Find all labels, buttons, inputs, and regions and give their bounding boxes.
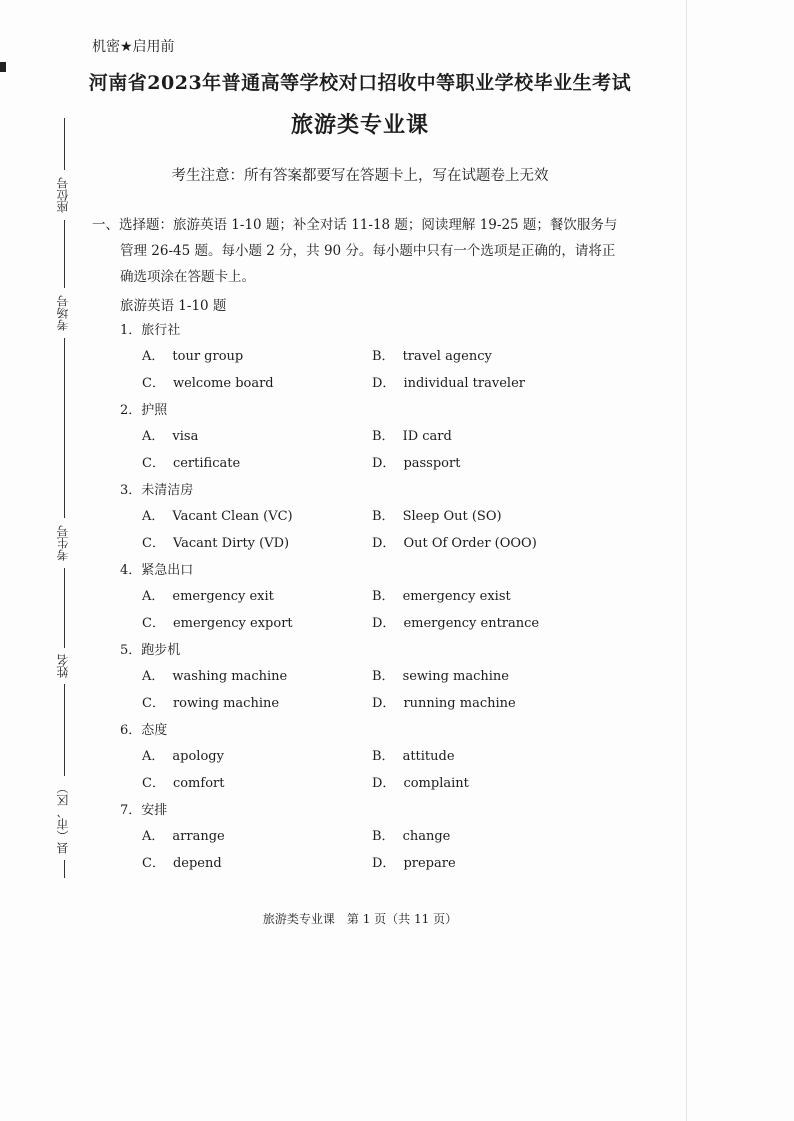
option-a: A． apology bbox=[142, 749, 224, 764]
option-b: B． sewing machine bbox=[372, 669, 509, 684]
question-stem: 5．跑步机 bbox=[120, 643, 181, 658]
county-label: 县（市、区） bbox=[54, 776, 74, 860]
option-d: D． complaint bbox=[372, 775, 469, 791]
confidential-mark: 机密★启用前 bbox=[92, 39, 175, 55]
option-c: C． Vacant Dirty (VD) bbox=[142, 535, 290, 551]
question-2 bbox=[120, 398, 640, 477]
exam-title: 河南省2023年普通高等学校对口招收中等职业学校毕业生考试 bbox=[88, 72, 632, 94]
question-7 bbox=[120, 798, 640, 877]
option-d: D． prepare bbox=[372, 855, 456, 871]
question-stem: 3．未清洁房 bbox=[120, 483, 194, 498]
instruction-line: 一、选择题：旅游英语 1-10 题；补全对话 11-18 题；阅读理解 19-25 题；餐饮服务与 bbox=[92, 217, 618, 233]
question-stem: 7．安排 bbox=[120, 803, 168, 818]
question-stem: 6．态度 bbox=[120, 723, 168, 738]
scan-fold-line bbox=[686, 0, 687, 1121]
binding-line bbox=[64, 118, 65, 878]
scan-edge-mark bbox=[0, 62, 6, 72]
option-d: D． individual traveler bbox=[372, 375, 525, 391]
page-footer: 旅游类专业课 第 1 页（共 11 页） bbox=[262, 912, 458, 926]
seat-number-label: 座位号 bbox=[54, 170, 74, 220]
question-5 bbox=[120, 638, 640, 717]
name-label: 姓名 bbox=[54, 648, 74, 684]
option-d: D． Out Of Order (OOO) bbox=[372, 535, 537, 551]
exam-subtitle: 旅游类专业课 bbox=[290, 112, 429, 138]
question-3 bbox=[120, 478, 640, 557]
question-stem: 1．旅行社 bbox=[120, 323, 181, 338]
option-d: D． emergency entrance bbox=[372, 615, 540, 631]
option-d: D． running machine bbox=[372, 695, 516, 711]
option-b: B． ID card bbox=[372, 429, 452, 444]
option-a: A． emergency exit bbox=[142, 589, 274, 604]
option-c: C． certificate bbox=[142, 455, 241, 471]
candidate-notice: 考生注意：所有答案都要写在答题卡上，写在试题卷上无效 bbox=[171, 168, 549, 184]
instruction-line: 确选项涂在答题卡上。 bbox=[120, 269, 255, 285]
exam-number-label: 考生号 bbox=[54, 518, 74, 568]
question-stem: 4．紧急出口 bbox=[120, 563, 194, 578]
option-b: B． emergency exist bbox=[372, 589, 511, 604]
option-c: C． emergency export bbox=[142, 615, 293, 631]
question-1 bbox=[120, 318, 640, 397]
option-a: A． tour group bbox=[142, 349, 244, 364]
instruction-line: 管理 26-45 题。每小题 2 分，共 90 分。每小题中只有一个选项是正确的，请将正 bbox=[120, 243, 616, 259]
option-a: A． arrange bbox=[142, 829, 225, 844]
option-a: A． Vacant Clean (VC) bbox=[142, 509, 293, 524]
question-stem: 2．护照 bbox=[120, 403, 168, 418]
option-b: B． attitude bbox=[372, 749, 455, 764]
question-6 bbox=[120, 718, 640, 797]
exam-room-label: 考场号 bbox=[54, 288, 74, 338]
option-b: B． change bbox=[372, 829, 451, 844]
option-b: B． travel agency bbox=[372, 349, 492, 364]
option-c: C． rowing machine bbox=[142, 695, 280, 711]
option-c: C． depend bbox=[142, 855, 222, 871]
option-a: A． washing machine bbox=[142, 669, 288, 684]
option-c: C． welcome board bbox=[142, 375, 274, 391]
option-a: A． visa bbox=[142, 429, 199, 444]
option-c: C． comfort bbox=[142, 775, 225, 791]
question-4 bbox=[120, 558, 640, 637]
section-instructions bbox=[92, 212, 624, 290]
subsection-heading: 旅游英语 1-10 题 bbox=[120, 298, 227, 314]
option-d: D． passport bbox=[372, 455, 461, 471]
option-b: B． Sleep Out (SO) bbox=[372, 509, 502, 524]
